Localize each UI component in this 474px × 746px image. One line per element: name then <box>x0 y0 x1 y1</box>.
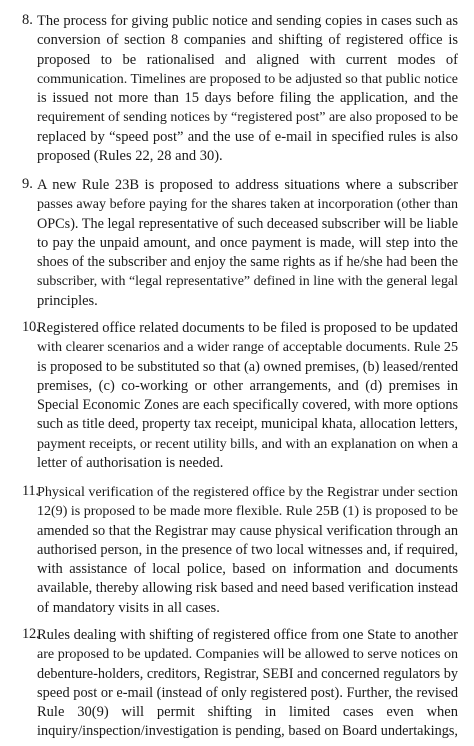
text-line: conversion of section 8 companies and shifting of registered office is <box>37 32 458 49</box>
text-line: is proposed to be substituted so that (a) owned premises, (b) leased/rented <box>37 358 459 375</box>
text-line: payment receipts, or recent utility bills, and with an explanation on when a <box>37 435 458 452</box>
paragraph-11 <box>22 483 458 618</box>
text-line: speed post or e-mail (instead of only registered post). Further, the revised <box>37 684 458 701</box>
text-line: to pay the unpaid amount, and once payment is made, will step into the <box>37 234 458 251</box>
text-line: such as title deed, property tax receipt, municipal khata, allocation letters, <box>37 416 458 433</box>
text-line: The process for giving public notice and sending copies in cases such as <box>37 13 458 29</box>
text-line: Rules dealing with shifting of registered office from one State to another <box>37 627 458 643</box>
text-line: shoes of the subscriber and enjoy the same rights as if he/she had been the <box>37 254 458 271</box>
text-line: of mandatory visits in all cases. <box>37 599 220 616</box>
text-line: replaced by “speed post” and the use of e-mail in specified rules is also <box>37 128 458 145</box>
paragraph-number: 8. <box>22 12 33 28</box>
text-line: Registered office related documents to be filed is proposed to be updated <box>37 320 458 336</box>
text-line: passes away before paying for the shares taken at incorporation (other than <box>37 196 458 213</box>
text-line: is issued not more than 15 days before filing the application, and the <box>37 90 458 107</box>
text-line: 12(9) is proposed to be made more flexible. Rule 25B (1) is proposed to be <box>37 504 458 520</box>
text-line: available, thereby allowing risk based and need based verification instead <box>37 580 458 597</box>
paragraph-number: 9. <box>22 176 33 192</box>
paragraph-number: 10. <box>22 319 40 335</box>
text-line: communication. Timelines are proposed to be adjusted so that public notice <box>37 71 458 87</box>
text-line: requirement of sending notices by “registered post” are also proposed to be <box>37 110 459 126</box>
text-line: amended so that the Registrar may cause physical verification through an <box>37 522 459 539</box>
text-line: proposed (Rules 22, 28 and 30). <box>37 148 223 165</box>
paragraph-12 <box>22 626 458 742</box>
paragraph-8 <box>22 12 458 166</box>
text-line: with assistance of local police, based on information and documents <box>37 561 458 578</box>
text-line: OPCs). The legal representative of such deceased subscriber will be liable <box>37 215 459 232</box>
text-line: subscriber, with “legal representative” defined in line with the general legal <box>37 274 458 290</box>
text-line: A new Rule 23B is proposed to address situations where a subscriber <box>37 177 458 193</box>
text-line: with clearer scenarios and a wider range of acceptable documents. Rule 25 <box>37 339 458 356</box>
text-line: premises, (c) co-working or other arrangements, and (d) premises in <box>37 377 458 394</box>
text-line: letter of authorisation is needed. <box>37 455 224 472</box>
text-line: authorised person, in the presence of two local witnesses and, if required, <box>37 541 459 558</box>
text-line: Special Economic Zones are each specifically covered, with more options <box>37 397 459 414</box>
text-line: Rule 30(9) will permit shifting in limited cases even when <box>37 704 458 721</box>
paragraph-number: 11. <box>22 483 39 499</box>
text-line: Physical verification of the registered office by the Registrar under section <box>37 484 458 500</box>
text-line: are proposed to be updated. Companies will be allowed to serve notices on <box>37 646 459 663</box>
text-line: debenture-holders, creditors, Registrar, SEBI and concerned regulators by <box>37 665 458 682</box>
paragraph-9 <box>22 176 458 311</box>
text-line: proposed to be rationalised and aligned with current modes of <box>37 51 458 68</box>
paragraph-10 <box>22 319 458 473</box>
paragraph-number: 12. <box>22 626 40 642</box>
text-line: principles. <box>37 292 98 309</box>
text-line: inquiry/inspection/investigation is pending, based on Board undertakings, <box>37 723 458 740</box>
